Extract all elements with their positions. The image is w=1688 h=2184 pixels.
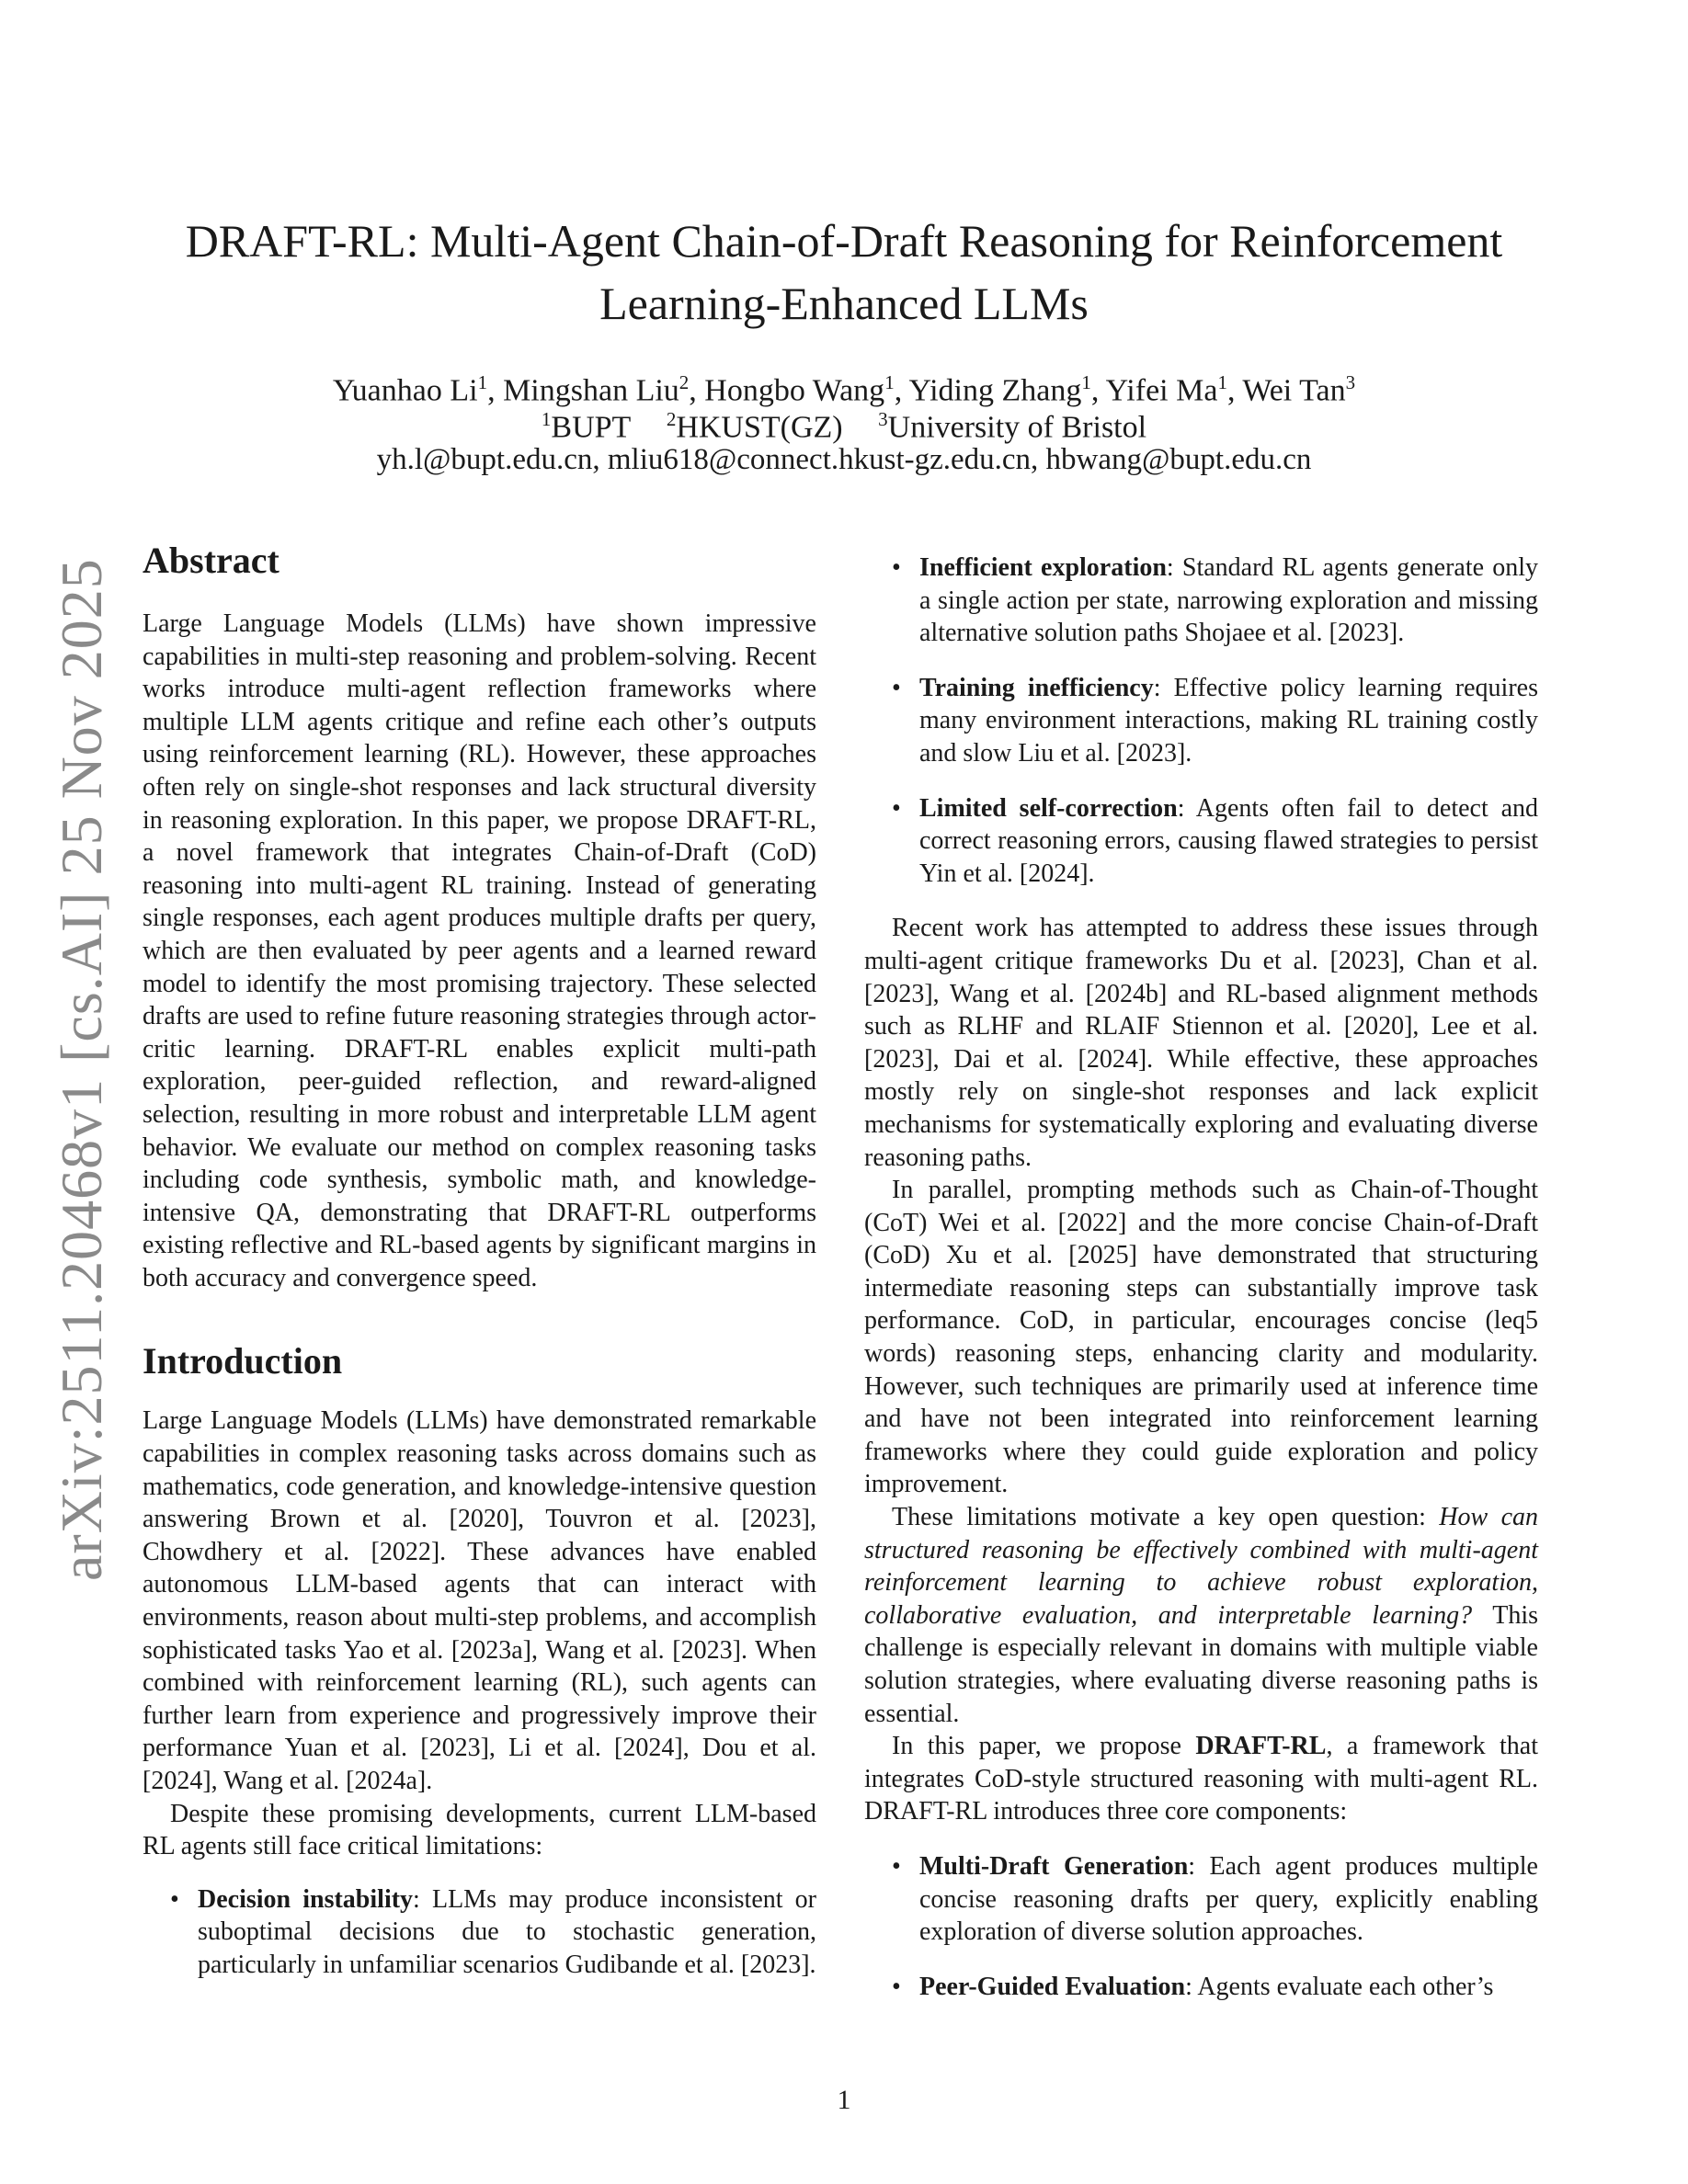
right-column <box>864 552 1538 2003</box>
author-name: Wei Tan <box>1242 373 1346 408</box>
body-paragraph: Recent work has attempted to address these issues through multi-agent critique frameworks Du et al. [2023], Chan et al. [2023], Wang et al. [2024b] and RL-based alignment methods such as RLHF and RLAIF Stiennon et al. [2020], Lee et al. [2023], Dai et al. [2024]. While effective, these approaches mostly rely on single-shot responses and lack explicit mechanisms for systematically exploring and evaluating diverse reasoning paths. <box>864 914 1538 1172</box>
author-affiliation-mark: 2 <box>679 371 690 393</box>
affiliation-list <box>0 401 1688 446</box>
author-affiliation-mark: 1 <box>884 371 895 393</box>
bullet-icon: • <box>892 793 901 823</box>
components-list <box>864 1850 1538 2003</box>
affiliation-number: 3 <box>878 408 888 430</box>
author-affiliation-mark: 1 <box>1081 371 1091 393</box>
list-item <box>864 1850 1538 1949</box>
paragraph-text: , a framework that integrates CoD-style structured reasoning with multi-agent RL. DRAFT-RL introduces three core components: <box>864 1732 1538 1826</box>
list-item-term: Limited self-correction <box>919 793 1178 823</box>
list-item-text: : LLMs may produce inconsistent or suboptimal decisions due to stochastic generation, particularly in unfamiliar scenarios Gudibande et al. [2023]. <box>198 1884 816 1979</box>
bullet-icon: • <box>892 553 901 582</box>
affiliation-name: BUPT <box>551 410 632 445</box>
author-name: Yuanhao Li <box>332 373 478 408</box>
list-item <box>864 552 1538 650</box>
author-list: Yuanhao Li$^1$, Mingshan Liu$^2$, Hongbo Wang$^1$, Yiding Zhang$^1$, Yifei Ma$^1$, Wei Tan$^3$ <box>332 371 1356 408</box>
author-affiliation-mark: 3 <box>1345 371 1356 393</box>
body-paragraph: In parallel, prompting methods such as Chain-of-Thought (CoT) Wei et al. [2022] and the more concise Chain-of-Draft (CoD) Xu et al. [2025] have demonstrated that structuring intermediate reasoning steps can substantially improve task performance. CoD, in particular, encourages concise (leq5 words) reasoning steps, enhancing clarity and modularity. However, such techniques are primarily used at inference time and have not been integrated into reinforcement learning frameworks where they could guide exploration and policy improvement. <box>864 1176 1538 1499</box>
list-item <box>864 672 1538 770</box>
author-name: Yiding Zhang <box>908 373 1082 408</box>
author-name: Yifei Ma <box>1105 373 1218 408</box>
author-affiliation-mark: 1 <box>477 371 488 393</box>
arxiv-stamp <box>48 558 114 1581</box>
body-paragraph <box>864 1501 1538 1730</box>
list-item-term: Training inefficiency <box>919 673 1154 702</box>
list-item <box>864 1971 1538 2004</box>
author-name: Mingshan Liu <box>503 373 679 408</box>
bullet-icon: • <box>892 1851 901 1881</box>
paragraph-text: In this paper, we propose <box>892 1732 1196 1761</box>
affiliation-name: University of Bristol <box>887 410 1147 445</box>
affiliation-name: HKUST(GZ) <box>676 410 843 445</box>
paper-title <box>0 210 1688 335</box>
affiliation-number: 2 <box>666 408 677 430</box>
list-item <box>864 792 1538 891</box>
abstract-text: Large Language Models (LLMs) have shown impressive capabilities in multi-step reasoning and problem-solving. Recent works introduce multi-agent reflection frameworks where multiple LLM agents critique and refine each other’s outputs using reinforcement learning (RL). However, these approaches often rely on single-shot responses and lack structural diversity in reasoning exploration. In this paper, we propose DRAFT-RL, a novel framework that integrates Chain-of-Draft (CoD) reasoning into multi-agent RL training. Instead of generating single responses, each agent produces multiple drafts per query, which are then evaluated by peer agents and a learned reward model to identify the most promising trajectory. These selected drafts are used to refine future reasoning strategies through actor-critic learning. DRAFT-RL enables explicit multi-path exploration, peer-guided reflection, and reward-aligned selection, resulting in more robust and interpretable LLM agent behavior. We evaluate our method on complex reasoning tasks including code synthesis, symbolic math, and knowledge-intensive QA, demonstrating that DRAFT-RL outperforms existing reflective and RL-based agents by significant margins in both accuracy and convergence speed. <box>143 609 816 1292</box>
paper-title-line1: DRAFT-RL: Multi-Agent Chain-of-Draft Reasoning for Reinforcement <box>185 215 1503 267</box>
limitations-list-left <box>143 1883 816 1982</box>
list-item-text: : Agents evaluate each other’s <box>1185 1972 1494 2001</box>
list-item-term: Decision instability <box>198 1884 414 1914</box>
arxiv-stamp-text: arXiv:2511.20468v1 [cs.AI] 25 Nov 2025 <box>49 558 114 1581</box>
affiliation-number: 1 <box>541 408 552 430</box>
author-name: Hongbo Wang <box>704 373 885 408</box>
list-item-term: Peer-Guided Evaluation <box>919 1972 1186 2001</box>
bullet-icon: • <box>892 1972 901 2001</box>
limitations-list-right <box>864 552 1538 890</box>
list-item-text: : Agents often fail to detect and correct reasoning errors, causing flawed strategies to persist Yin et al. [2024]. <box>919 793 1538 888</box>
abstract-heading: Abstract <box>143 540 279 581</box>
bullet-icon: • <box>170 1884 179 1914</box>
paragraph-text: These limitations motivate a key open question: <box>892 1503 1440 1532</box>
left-column <box>143 538 816 1982</box>
author-emails: yh.l@bupt.edu.cn, mliu618@connect.hkust-gz.edu.cn, hbwang@bupt.edu.cn <box>376 443 1312 476</box>
author-affiliation-mark: 1 <box>1217 371 1227 393</box>
body-paragraph <box>864 1730 1538 1828</box>
list-item-text: : Standard RL agents generate only a single action per state, narrowing exploration and missing alternative solution paths Shojaee et al. [2023]. <box>919 553 1538 648</box>
framework-name: DRAFT-RL <box>1195 1732 1327 1761</box>
paper-title-line2: Learning-Enhanced LLMs <box>599 278 1089 329</box>
bullet-icon: • <box>892 673 901 702</box>
list-item-text: : Effective policy learning requires many environment interactions, making RL training costly and slow Liu et al. [2023]. <box>919 673 1538 768</box>
list-item-term: Inefficient exploration <box>919 553 1167 582</box>
list-item <box>143 1883 816 1982</box>
research-question: How can structured reasoning be effectively combined with multi-agent reinforcement learning to achieve robust exploration, collaborative evaluation, and interpretable learning? <box>864 1503 1538 1630</box>
introduction-heading: Introduction <box>143 1340 343 1382</box>
page-number: 1 <box>837 2085 851 2115</box>
intro-paragraph: Despite these promising developments, current LLM-based RL agents still face critical limitations: <box>143 1799 816 1861</box>
intro-paragraph: Large Language Models (LLMs) have demonstrated remarkable capabilities in complex reasoning tasks across domains such as mathematics, code generation, and knowledge-intensive question answering Brown et al. [2020], Touvron et al. [2023], Chowdhery et al. [2022]. These advances have enabled autonomous LLM-based agents that can interact with environments, reason about multi-step problems, and accomplish sophisticated tasks Yao et al. [2023a], Wang et al. [2023]. When combined with reinforcement learning (RL), such agents can further learn from experience and progressively improve their performance Yuan et al. [2023], Li et al. [2024], Dou et al. [2024], Wang et al. [2024a]. <box>143 1406 816 1795</box>
paragraph-text: This challenge is especially relevant in domains with multiple viable solution strategies, where evaluating diverse reasoning paths is essential. <box>864 1600 1538 1728</box>
list-item-text: : Each agent produces multiple concise reasoning drafts per query, explicitly enabling exploration of diverse solution approaches. <box>919 1851 1538 1947</box>
list-item-term: Multi-Draft Generation <box>919 1851 1189 1881</box>
